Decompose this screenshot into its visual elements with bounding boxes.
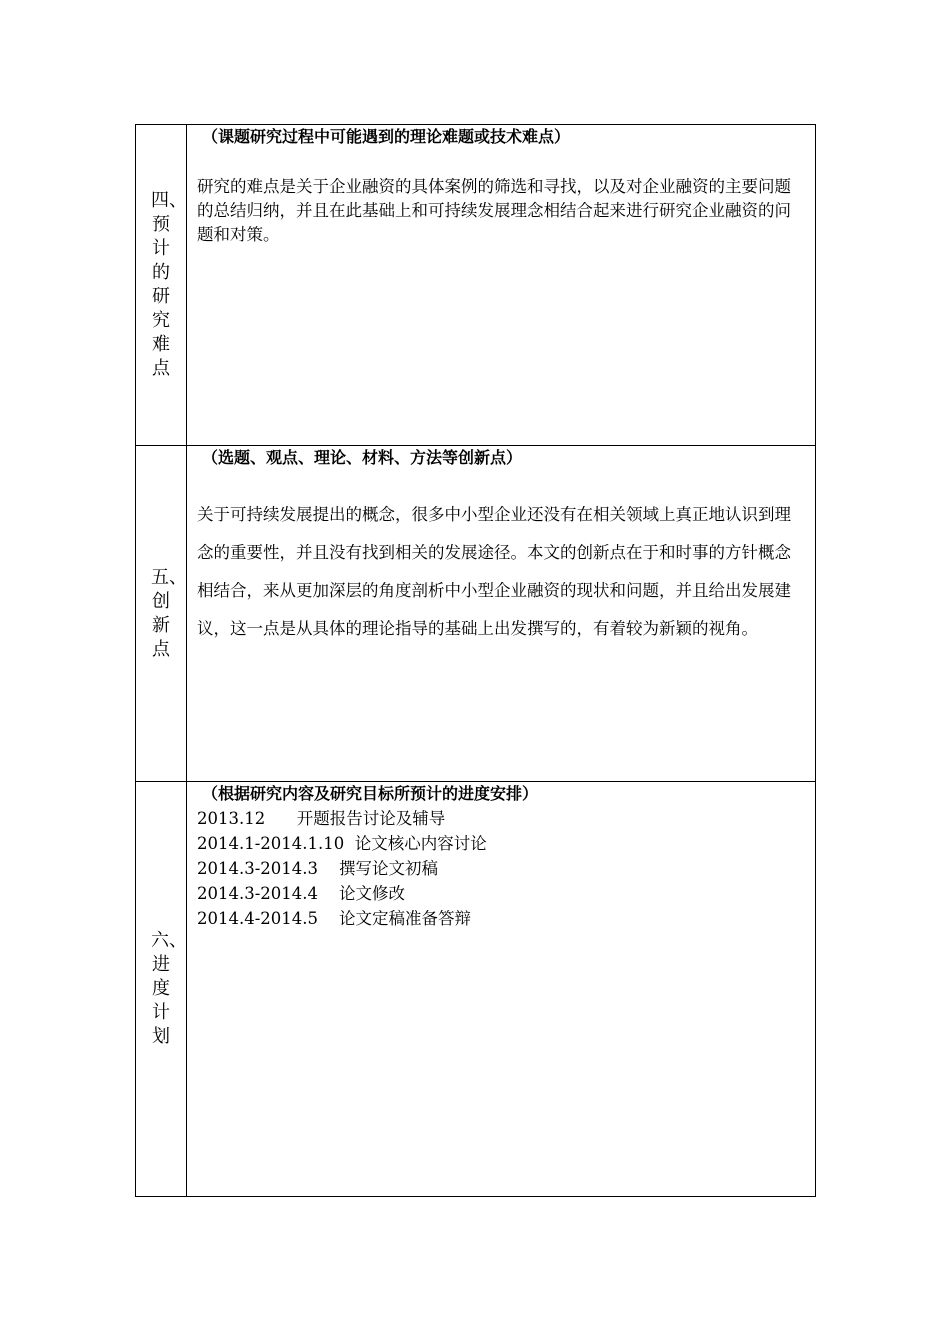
schedule-content-cell <box>187 782 816 1197</box>
proposal-form-table <box>135 124 816 1197</box>
difficulties-label: 四、预计的研究难点 <box>151 190 187 379</box>
difficulties-content-cell <box>187 125 816 446</box>
innovation-row <box>136 446 816 782</box>
schedule-label-cell <box>136 782 187 1197</box>
schedule-hint: （根据研究内容及研究目标所预计的进度安排） <box>202 784 539 803</box>
schedule-item: 2014.1-2014.1.10 论文核心内容讨论 <box>197 834 487 853</box>
difficulties-row <box>136 125 816 446</box>
innovation-content-cell <box>187 446 816 782</box>
difficulties-label-cell <box>136 125 187 446</box>
innovation-label-cell <box>136 446 187 782</box>
innovation-label: 五、创新点 <box>151 566 187 660</box>
schedule-label: 六、进度计划 <box>151 930 187 1047</box>
innovation-text: 关于可持续发展提出的概念，很多中小型企业还没有在相关领域上真正地认识到理念的重要性，并且没有找到相关的发展途径。本文的创新点在于和时事的方针概念相结合，来从更加深层的角度剖析中小型企业融资的现状和问题，并且给出发展建议，这一点是从具体的理论指导的基础上出发撰写的，有着较为新颖的视角。 <box>197 505 791 638</box>
innovation-hint: （选题、观点、理论、材料、方法等创新点） <box>202 448 523 467</box>
schedule-list <box>197 806 807 931</box>
schedule-row <box>136 782 816 1197</box>
schedule-item: 2014.3-2014.3 撰写论文初稿 <box>197 859 439 878</box>
difficulties-hint: （课题研究过程中可能遇到的理论难题或技术难点） <box>202 127 571 146</box>
schedule-item: 2014.3-2014.4 论文修改 <box>197 884 406 903</box>
schedule-item: 2014.4-2014.5 论文定稿准备答辩 <box>197 909 472 928</box>
difficulties-text: 研究的难点是关于企业融资的具体案例的筛选和寻找，以及对企业融资的主要问题的总结归纳，并且在此基础上和可持续发展理念相结合起来进行研究企业融资的问题和对策。 <box>197 177 791 244</box>
schedule-item: 2013.12 开题报告讨论及辅导 <box>197 809 446 828</box>
